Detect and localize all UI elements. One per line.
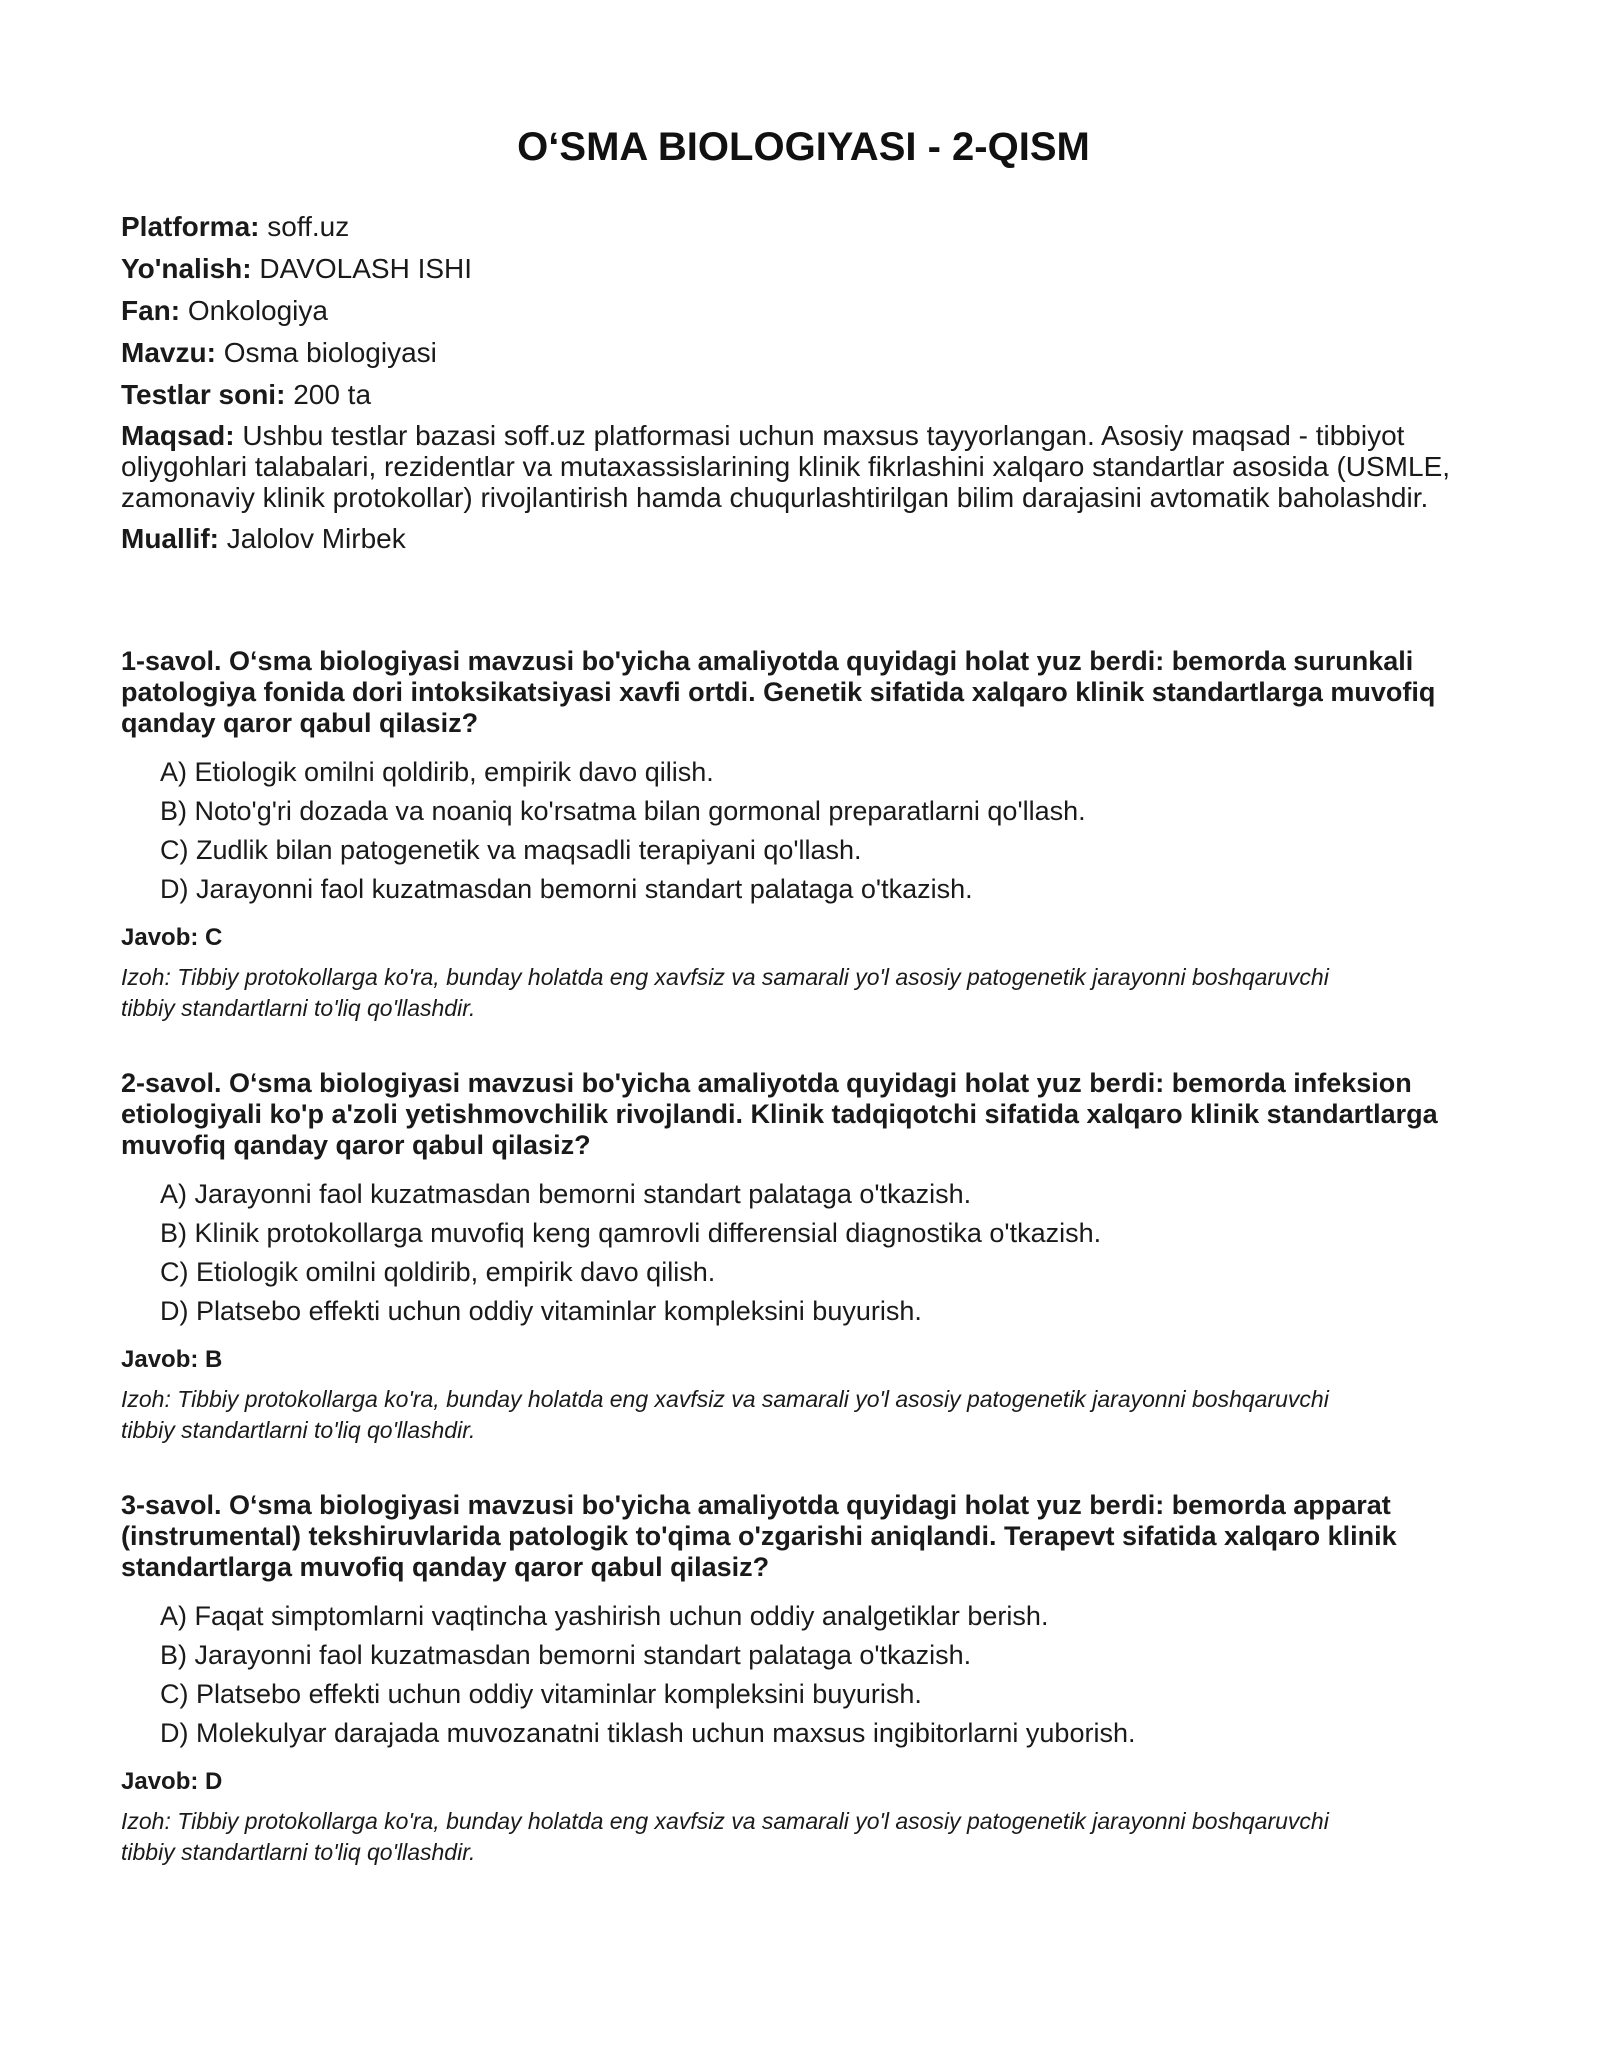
question-2: [121, 1068, 1486, 1446]
document-title: O‘SMA BIOLOGIYASI - 2-QISM: [517, 125, 1090, 169]
answer-explanation: Izoh: Tibbiy protokollarga ko'ra, bunday holatda eng xavfsiz va samarali yo'l asosiy patogenetik jarayonni boshqaruvchi tibbiy standartlarni to'liq qo'llashdir.: [121, 964, 1329, 1021]
meta-purpose: [121, 420, 1486, 513]
option-c: C) Etiologik omilni qoldirib, empirik davo qilish.: [160, 1257, 716, 1287]
meta-label: Fan:: [121, 295, 181, 326]
answer-options: [121, 1597, 1486, 1753]
meta-test-count: [121, 378, 1486, 411]
answer-explanation: Izoh: Tibbiy protokollarga ko'ra, bunday holatda eng xavfsiz va samarali yo'l asosiy patogenetik jarayonni boshqaruvchi tibbiy standartlarni to'liq qo'llashdir.: [121, 1808, 1329, 1865]
option-b: B) Klinik protokollarga muvofiq keng qamrovli differensial diagnostika o'tkazish.: [160, 1218, 1102, 1248]
meta-value: Jalolov Mirbek: [226, 523, 406, 554]
meta-value: Osma biologiyasi: [223, 337, 437, 368]
question-1: [121, 646, 1486, 1024]
meta-direction: [121, 252, 1486, 285]
meta-subject: [121, 294, 1486, 327]
meta-value: Onkologiya: [187, 295, 328, 326]
answer-options: [121, 1175, 1486, 1331]
meta-platform: [121, 210, 1486, 243]
meta-label: Muallif:: [121, 523, 219, 554]
section-spacer: [121, 564, 1486, 646]
option-c: C) Zudlik bilan patogenetik va maqsadli terapiyani qo'llash.: [160, 835, 862, 865]
meta-label: Mavzu:: [121, 337, 216, 368]
meta-label: Testlar soni:: [121, 379, 286, 410]
correct-answer: Javob: D: [121, 1768, 223, 1795]
meta-topic: [121, 336, 1486, 369]
meta-value: Ushbu testlar bazasi soff.uz platformasi uchun maxsus tayyorlangan. Asosiy maqsad - tibbiyot oliygohlari talabalari, rezidentlar va mutaxassislarining klinik fikrlashini xalqaro standartlar asosida (USMLE, zamonaviy klinik protokollar) rivojlantirish hamda chuqurlashtirilgan bilim darajasini avtomatik baholashdir.: [121, 420, 1451, 513]
meta-value: DAVOLASH ISHI: [259, 253, 473, 284]
question-text: 2-savol. O‘sma biologiyasi mavzusi bo'yicha amaliyotda quyidagi holat yuz berdi: bemorda infeksion etiologiyali ko'p a'zoli yetishmovchilik rivojlandi. Klinik tadqiqotchi sifatida xalqaro klinik standartlarga muvofiq qanday qaror qabul qilasiz?: [121, 1068, 1438, 1160]
meta-label: Yo'nalish:: [121, 253, 252, 284]
meta-value: soff.uz: [267, 211, 350, 242]
option-d: D) Platsebo effekti uchun oddiy vitaminlar kompleksini buyurish.: [160, 1296, 922, 1326]
question-text: 1-savol. O‘sma biologiyasi mavzusi bo'yicha amaliyotda quyidagi holat yuz berdi: bemorda surunkali patologiya fonida dori intoksikatsiyasi xavfi ortdi. Genetik sifatida xalqaro klinik standartlarga muvofiq qanday qaror qabul qilasiz?: [121, 646, 1436, 738]
correct-answer: Javob: C: [121, 924, 223, 951]
meta-label: Maqsad:: [121, 420, 235, 451]
option-a: A) Faqat simptomlarni vaqtincha yashirish uchun oddiy analgetiklar berish.: [160, 1601, 1049, 1631]
option-b: B) Jarayonni faol kuzatmasdan bemorni standart palataga o'tkazish.: [160, 1640, 972, 1670]
meta-label: Platforma:: [121, 211, 260, 242]
option-d: D) Jarayonni faol kuzatmasdan bemorni standart palataga o'tkazish.: [160, 874, 973, 904]
metadata-block: [121, 210, 1486, 555]
answer-explanation: Izoh: Tibbiy protokollarga ko'ra, bunday holatda eng xavfsiz va samarali yo'l asosiy patogenetik jarayonni boshqaruvchi tibbiy standartlarni to'liq qo'llashdir.: [121, 1386, 1329, 1443]
option-d: D) Molekulyar darajada muvozanatni tiklash uchun maxsus ingibitorlarni yuborish.: [160, 1718, 1136, 1748]
question-text: 3-savol. O‘sma biologiyasi mavzusi bo'yicha amaliyotda quyidagi holat yuz berdi: bemorda apparat (instrumental) tekshiruvlarida patologik to'qima o'zgarishi aniqlandi. Terapevt sifatida xalqaro klinik standartlarga muvofiq qanday qaror qabul qilasiz?: [121, 1490, 1397, 1582]
option-b: B) Noto'g'ri dozada va noaniq ko'rsatma bilan gormonal preparatlarni qo'llash.: [160, 796, 1086, 826]
correct-answer: Javob: B: [121, 1346, 223, 1373]
option-c: C) Platsebo effekti uchun oddiy vitaminlar kompleksini buyurish.: [160, 1679, 922, 1709]
meta-value: 200 ta: [293, 379, 372, 410]
document-page: [121, 118, 1486, 1912]
meta-author: [121, 522, 1486, 555]
question-3: [121, 1490, 1486, 1868]
option-a: A) Etiologik omilni qoldirib, empirik davo qilish.: [160, 757, 714, 787]
answer-options: [121, 753, 1486, 909]
option-a: A) Jarayonni faol kuzatmasdan bemorni standart palataga o'tkazish.: [160, 1179, 972, 1209]
